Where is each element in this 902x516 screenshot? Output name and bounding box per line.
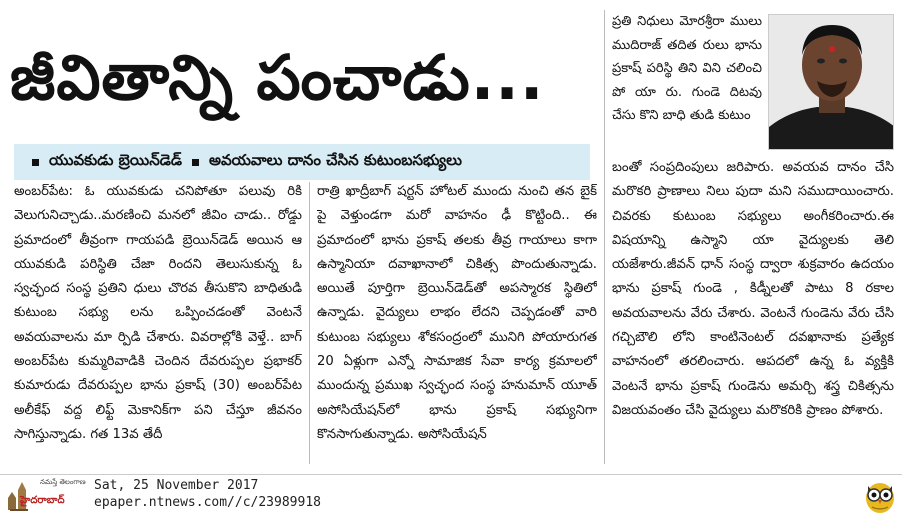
column-divider [604, 10, 605, 464]
column3-top-text: ప్రతి నిధులు మోర‌శ్రీరా ములు ముదిరాజ్ తదిత రులు భాను ప్రకాష్ పరిస్థి తిని విని చలించి పో యా రు. గుండె దిటవు చేసు కొని బాధి తుడి కుటుం [612, 14, 762, 123]
person-photo [768, 14, 894, 150]
footer-divider [0, 474, 902, 475]
logo-main-text: హైదరాబాద్ [20, 495, 65, 506]
bullet-square-icon [32, 159, 39, 166]
logo-small-text: నమస్తే తెలంగాణ [40, 478, 86, 486]
article-column-1 [14, 180, 302, 464]
column-divider [309, 182, 310, 464]
column2-text: రాత్రి ఖాద్రీబాగ్ షర్టన్ హోటల్ ముందు నుంచి తన బైక్ పై వెళ్తుండగా మరో వాహనం ఢీ కొట్టింది.. ఈ ప్రమాదంలో భాను ప్రకాష్ తలకు తీవ్ర గాయాలు కాగా ఉస్మానియా దవాఖానాలో చికిత్స పొందుతున్నాడు. అయితే పూర్తిగా బ్రెయిన్‌డెడ్‌తో అపస్మారక స్థితిలో ఉన్నాడు. వైద్యులు లాభం లేదని చెప్పడంతో వారి కుటుంబ సభ్యులు శోకసంద్రంలో మునిగి పోయారుగత 20 ఏళ్లుగా ఎన్నో సామాజిక సేవా కార్య క్రమాలలో ముందున్న ప్రముఖ స్వచ్ఛంద సంస్థ హనుమాన్ యూత్ అసోసియేషన్‌లో భాను ప్రకాష్ సభ్యునిగా కొనసాగుతున్నాడు. అసోసియేషన్ [317, 184, 597, 442]
article-column-3-bottom [612, 156, 894, 464]
subheadline-part2: అవయవాలు దానం చేసిన కుటుంబసభ్యులు [208, 151, 462, 169]
bullet-square-icon [192, 159, 199, 166]
column1-text: అంబర్‌పేట: ఓ యువకుడు చనిపోతూ పలువు రికి వెలుగునిచ్చాడు..మరణించి మనలో జీవిం చాడు.. రోడ్డు ప్రమాదంలో తీవ్రంగా గాయపడి బ్రెయిన్‌డెడ్ అయిన ఆ యువకుడి పరిస్థితి చేజా రిందని తెలుసుకున్న ఓ స్వచ్ఛంద సంస్థ ప్రతిని ధులు చొరవ తీసుకొని బాధితుడి కుటుంబ సభ్యు లను ఒప్పించడంతో వెంటనే అవయవాలను మా ర్పిడి చేశారు. వివరాల్లోకి వెళ్తే.. బాగ్ అంబర్‌పేట కుమ్మరివాడికి చెందిన దేవరుప్పల ప్రభాకర్ కుమారుడు దేవరుప్పల భాను ప్రకాష్ (30) అంబర్‌పేట అలీకేఫ్ వద్ద లిఫ్ట్ మెకానిక్‌గా పని చేస్తూ జీవనం సాగిస్తున్నాడు. గత 13వ తేదీ [14, 184, 302, 442]
edition-date: Sat, 25 November 2017 [94, 478, 259, 493]
article-column-2 [317, 180, 597, 464]
article-column-3-top [612, 10, 762, 156]
headline: జీవితాన్ని పంచాడు... [10, 41, 545, 114]
subheadline-bar [14, 144, 590, 180]
owl-icon [864, 478, 896, 514]
epaper-url[interactable]: epaper.ntnews.com//c/23989918 [94, 495, 321, 510]
person-portrait-icon [769, 15, 894, 150]
subheadline-part1: యువకుడు బ్రెయిన్‌డెడ్ [49, 151, 182, 169]
column3-bottom-text: బంతో సంప్రదింపులు జరిపారు. అవయవ దానం చేసి మరొకరి ప్రాణాలు నిలు పుదా మని సముదాయించారు. చివరకు కుటుంబ సభ్యులు అంగీకరించారు.ఈ విషయాన్ని ఉస్మాని యా వైద్యులకు తెలి యజేశారు.జీవన్ ధాన్ సంస్థ ద్వారా శుక్రవారం ఉదయం భాను ప్రకాష్ గుండె , కిడ్నీలతో పాటు 8 రకాల అవయవాలను వేరు చేశారు. వెంటనే గుండెను వేరు చేసి గచ్చిబౌలి లోని కాంటినెంటల్ దవఖానాకు ప్రత్యేక వాహనంలో తరలించారు. ఆపదలో ఉన్న ఓ వ్యక్తికి వెంటనే భాను ప్రకాష్ గుండెను అమర్చి శస్త్ర చికిత్సను విజయవంతం చేసి వైద్యులు మరొకరికి ప్రాణం పోశారు. [612, 160, 894, 418]
